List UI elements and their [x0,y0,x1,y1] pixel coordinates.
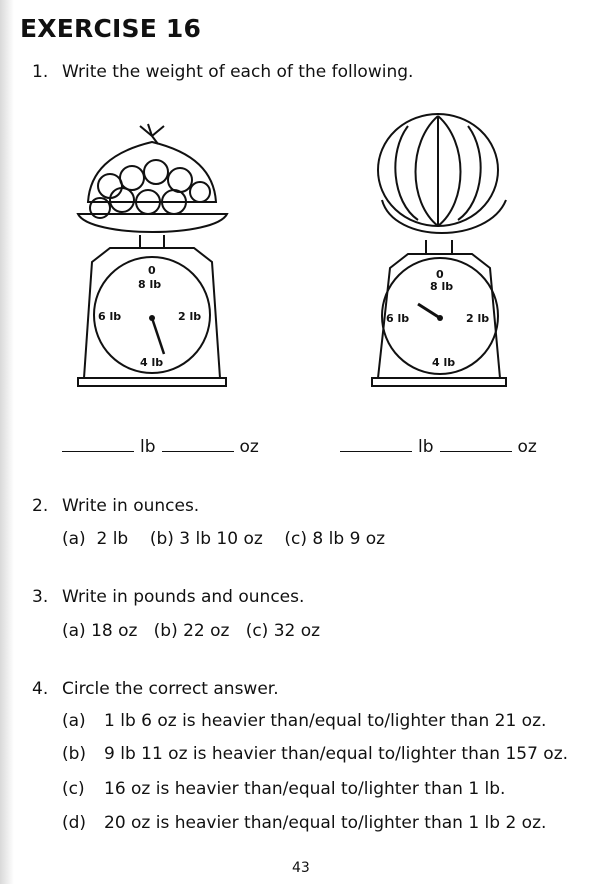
scale2-label-bottom: 4 lb [432,356,456,369]
scale2-label-left: 6 lb [386,312,410,325]
q4-item-label: (c) [62,779,85,799]
q1-answer-left: lb oz [62,437,259,457]
q4-item-label: (b) [62,744,87,764]
q4-number: 4. [32,679,49,699]
q4-text: Circle the correct answer. [62,679,279,699]
scale2-needle [418,304,440,318]
q4-item-label: (a) [62,711,86,731]
scale1-label-left: 6 lb [98,310,122,323]
q2-number: 2. [32,496,49,516]
q3-number: 3. [32,587,49,607]
q2-items: (a) 2 lb (b) 3 lb 10 oz (c) 8 lb 9 oz [62,529,386,549]
scale2-label-top: 8 lb [430,280,454,293]
q1-number: 1. [32,62,49,82]
fruit-bag-scale-illustration [70,122,235,392]
q4-item-text: 1 lb 6 oz is heavier than/equal to/lighter than 21 oz. [104,711,547,731]
watermelon-scale-illustration [368,112,533,392]
q1-answer-right: lb oz [340,437,537,457]
q4-item-text: 16 oz is heavier than/equal to/lighter than 1 lb. [104,779,506,799]
q3-items: (a) 18 oz (b) 22 oz (c) 32 oz [62,621,321,641]
scale1-label-right: 2 lb [178,310,202,323]
scale1-label-top: 8 lb [138,278,162,291]
q2-text: Write in ounces. [62,496,200,516]
q4-item-label: (d) [62,813,87,833]
page-number: 43 [292,860,310,876]
answer-blank-lb[interactable] [340,437,412,452]
answer-blank-oz[interactable] [440,437,512,452]
scale1-label-bottom: 4 lb [140,356,164,369]
q4-item-text: 9 lb 11 oz is heavier than/equal to/lighter than 157 oz. [104,744,569,764]
page-edge-shadow [0,0,14,884]
q1-text: Write the weight of each of the following. [62,62,414,82]
scale1-label-zero: 0 [148,264,156,277]
q4-item-text: 20 oz is heavier than/equal to/lighter than 1 lb 2 oz. [104,813,547,833]
scale2-label-right: 2 lb [466,312,490,325]
page-title: EXERCISE 16 [20,14,202,43]
q3-text: Write in pounds and ounces. [62,587,305,607]
scale2-label-zero: 0 [436,268,444,281]
answer-blank-lb[interactable] [62,437,134,452]
answer-blank-oz[interactable] [162,437,234,452]
scale1-needle [152,318,164,354]
